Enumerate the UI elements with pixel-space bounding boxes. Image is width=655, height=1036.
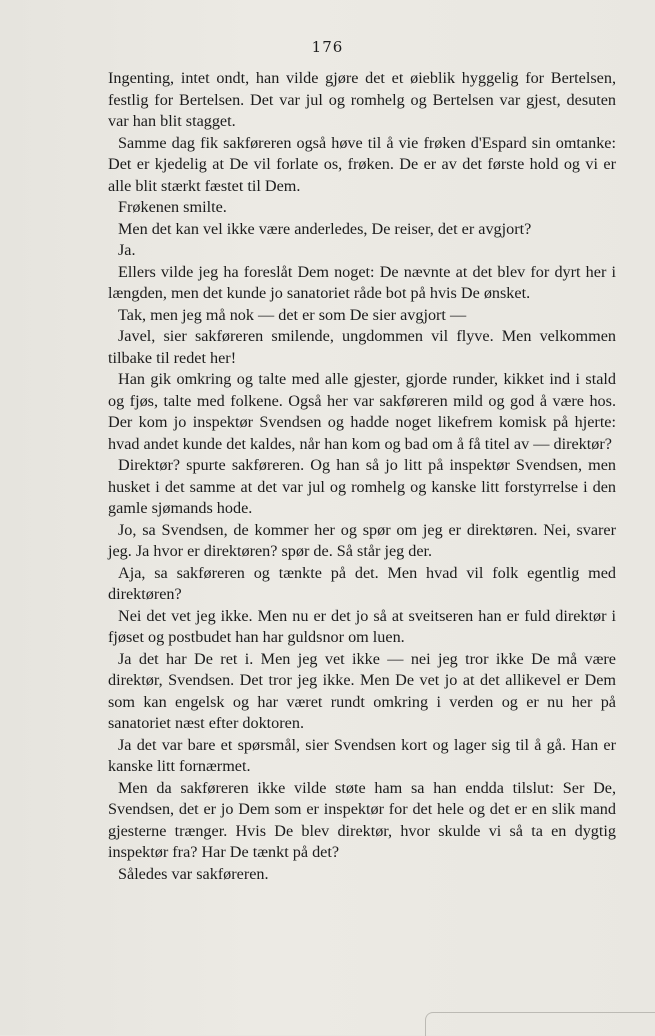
paragraph: Han gik omkring og talte med alle gjester, gjorde runder, kikket ind i stald og fjøs, talte med folkene. Også her var sakføreren mild og god å være hos. Der kom jo inspektør Svendsen og hadde noget likefrem komisk på hjerte: hvad andet kunde det kaldes, når han kom og bad om å få titel av — direktør? bbox=[108, 370, 616, 453]
page-number: 176 bbox=[311, 38, 344, 56]
paragraph: Aja, sa sakføreren og tænkte på det. Men hvad vil folk egentlig med direktøren? bbox=[108, 563, 616, 603]
paragraph: Javel, sier sakføreren smilende, ungdommen vil flyve. Men velkommen tilbake til redet her! bbox=[108, 327, 616, 367]
paragraph: Ja det var bare et spørsmål, sier Svendsen kort og lager sig til å gå. Han er kanske litt fornærmet. bbox=[108, 735, 616, 775]
body-text bbox=[108, 68, 616, 885]
page-corner-edge bbox=[425, 1012, 655, 1036]
paragraph: Nei det vet jeg ikke. Men nu er det jo så at sveitseren han er fuld direktør i fjøset og postbudet han har guldsnor om luen. bbox=[108, 606, 616, 646]
paragraph: Direktør? spurte sakføreren. Og han så jo litt på inspektør Svendsen, men husket i det samme at det var jul og romhelg og kanske litt forstyrrelse i den gamle sjømands hode. bbox=[108, 456, 616, 517]
paragraph: Ellers vilde jeg ha foreslåt Dem noget: De nævnte at det blev for dyrt her i længden, men det kunde jo sanatoriet råde bot på hvis De ønsket. bbox=[108, 262, 616, 302]
paragraph: Ja. bbox=[118, 241, 136, 259]
paragraph: Jo, sa Svendsen, de kommer her og spør om jeg er direktøren. Nei, svarer jeg. Ja hvor er direktøren? spør de. Så står jeg der. bbox=[108, 520, 616, 560]
paragraph: Ja det har De ret i. Men jeg vet ikke — nei jeg tror ikke De må være direktør, Svendsen. Det tror jeg ikke. Men De vet jo at det allikevel er Dem som kan engelsk og har været rundt omkring i verden og er nu her på sanatoriet næst efter doktoren. bbox=[108, 649, 616, 732]
paragraph: Frøkenen smilte. bbox=[118, 198, 227, 216]
paragraph: Tak, men jeg må nok — det er som De sier avgjort — bbox=[118, 305, 467, 324]
paragraph: Samme dag fik sakføreren også høve til å vie frøken d'Espard sin omtanke: Det er kjedelig at De vil forlate os, frøken. De er av det første hold og vi er alle blit stærkt fæstet til Dem. bbox=[108, 133, 616, 195]
paragraph: Ingenting, intet ondt, han vilde gjøre det et øieblik hyggelig for Bertelsen, festlig for Bertelsen. Det var jul og romhelg og Bertelsen var gjest, desuten var han blit stagget. bbox=[108, 69, 616, 130]
paragraph: Men det kan vel ikke være anderledes, De reiser, det er avgjort? bbox=[118, 219, 532, 238]
paragraph: Således var sakføreren. bbox=[118, 864, 269, 883]
paragraph: Men da sakføreren ikke vilde støte ham sa han endda tilslut: Ser De, Svendsen, det er jo Dem som er inspektør for det hele og det er en slik mand gjesterne trænger. Hvis De blev direktør, hvor skulde vi så ta en dygtig inspektør fra? Har De tænkt på det? bbox=[108, 778, 616, 861]
